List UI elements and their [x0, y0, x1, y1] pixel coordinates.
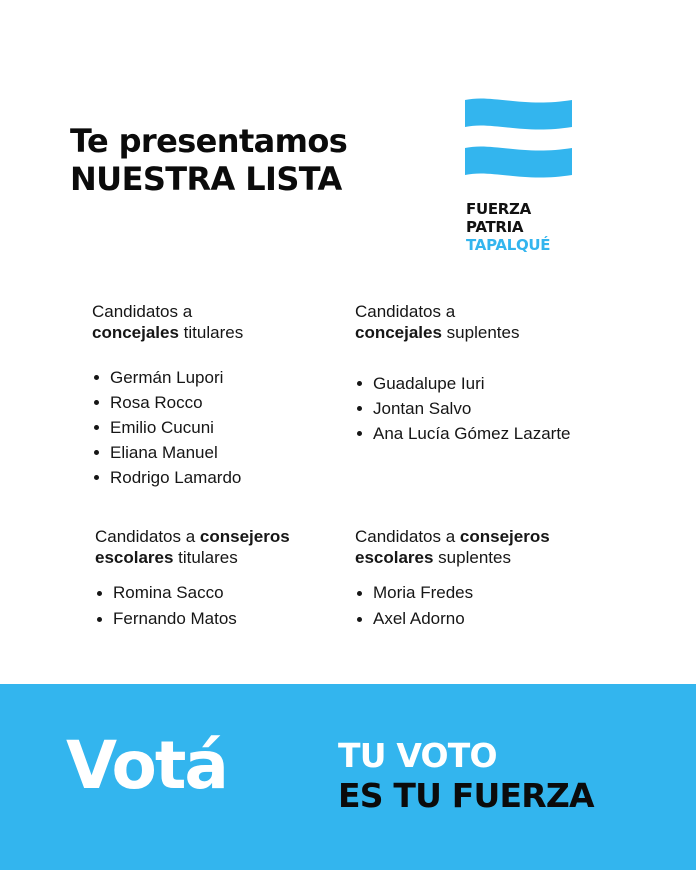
slogan-line-1: TU VOTO	[338, 736, 497, 775]
title-line-2: NUESTRA LISTA	[70, 160, 342, 198]
consejeros-titulares-group	[95, 526, 290, 632]
group-title-line-2	[92, 322, 243, 343]
concejales-titulares-group	[92, 301, 243, 490]
group-title-suffix: suplentes	[441, 323, 520, 342]
group-title	[355, 526, 550, 568]
group-title	[92, 301, 243, 343]
consejeros-suplentes-group	[355, 526, 550, 632]
group-title-line-1	[355, 526, 550, 547]
slogan-line-2: ES TU FUERZA	[338, 776, 594, 815]
group-title-line-2	[355, 547, 550, 568]
fuerza-patria-logo	[462, 96, 582, 254]
candidate-list	[355, 371, 571, 446]
candidate-item: Guadalupe Iuri	[355, 371, 571, 396]
group-title-prefix: Candidatos a	[355, 527, 460, 546]
candidate-list	[92, 365, 243, 490]
flag-icon	[462, 96, 574, 180]
group-title-suffix: titulares	[173, 548, 238, 567]
candidate-item: Jontan Salvo	[355, 396, 571, 421]
candidate-item: Rosa Rocco	[92, 390, 243, 415]
group-title-line-1	[95, 526, 290, 547]
group-title-prefix: Candidatos a	[92, 302, 193, 321]
group-title-bold: escolares	[95, 548, 174, 567]
candidate-item: Emilio Cucuni	[92, 415, 243, 440]
candidate-item: Germán Lupori	[92, 365, 243, 390]
candidate-list	[95, 580, 290, 632]
slogan	[338, 736, 594, 816]
group-title-suffix: suplentes	[433, 548, 511, 567]
group-title-line-2	[355, 322, 571, 343]
group-title-line-2	[95, 547, 290, 568]
candidate-item: Ana Lucía Gómez Lazarte	[355, 421, 571, 446]
candidate-item: Eliana Manuel	[92, 440, 243, 465]
group-title-bold: consejeros	[459, 527, 550, 546]
candidate-item: Romina Sacco	[95, 580, 290, 606]
candidate-item: Fernando Matos	[95, 606, 290, 632]
concejales-suplentes-group	[355, 301, 571, 446]
group-title	[355, 301, 571, 343]
footer-banner	[0, 684, 696, 870]
group-title-suffix: titulares	[178, 323, 244, 342]
logo-line-1: FUERZA	[466, 200, 531, 218]
group-title-prefix: Candidatos a	[95, 527, 200, 546]
vota-headline: Votá	[66, 727, 227, 804]
logo-line-2: PATRIA	[466, 218, 524, 236]
candidate-item: Axel Adorno	[355, 606, 550, 632]
candidate-item: Moria Fredes	[355, 580, 550, 606]
group-title-bold: consejeros	[199, 527, 290, 546]
logo-wordmark	[466, 200, 550, 254]
group-title-bold: concejales	[92, 323, 179, 342]
logo-line-3: TAPALQUÉ	[466, 236, 551, 254]
page-title	[70, 122, 347, 198]
title-line-1: Te presentamos	[70, 122, 348, 160]
group-title-prefix: Candidatos a	[355, 302, 456, 321]
group-title-bold: concejales	[355, 323, 442, 342]
candidate-item: Rodrigo Lamardo	[92, 465, 243, 490]
candidate-list	[355, 580, 550, 632]
group-title-bold: escolares	[355, 548, 434, 567]
group-title	[95, 526, 290, 568]
